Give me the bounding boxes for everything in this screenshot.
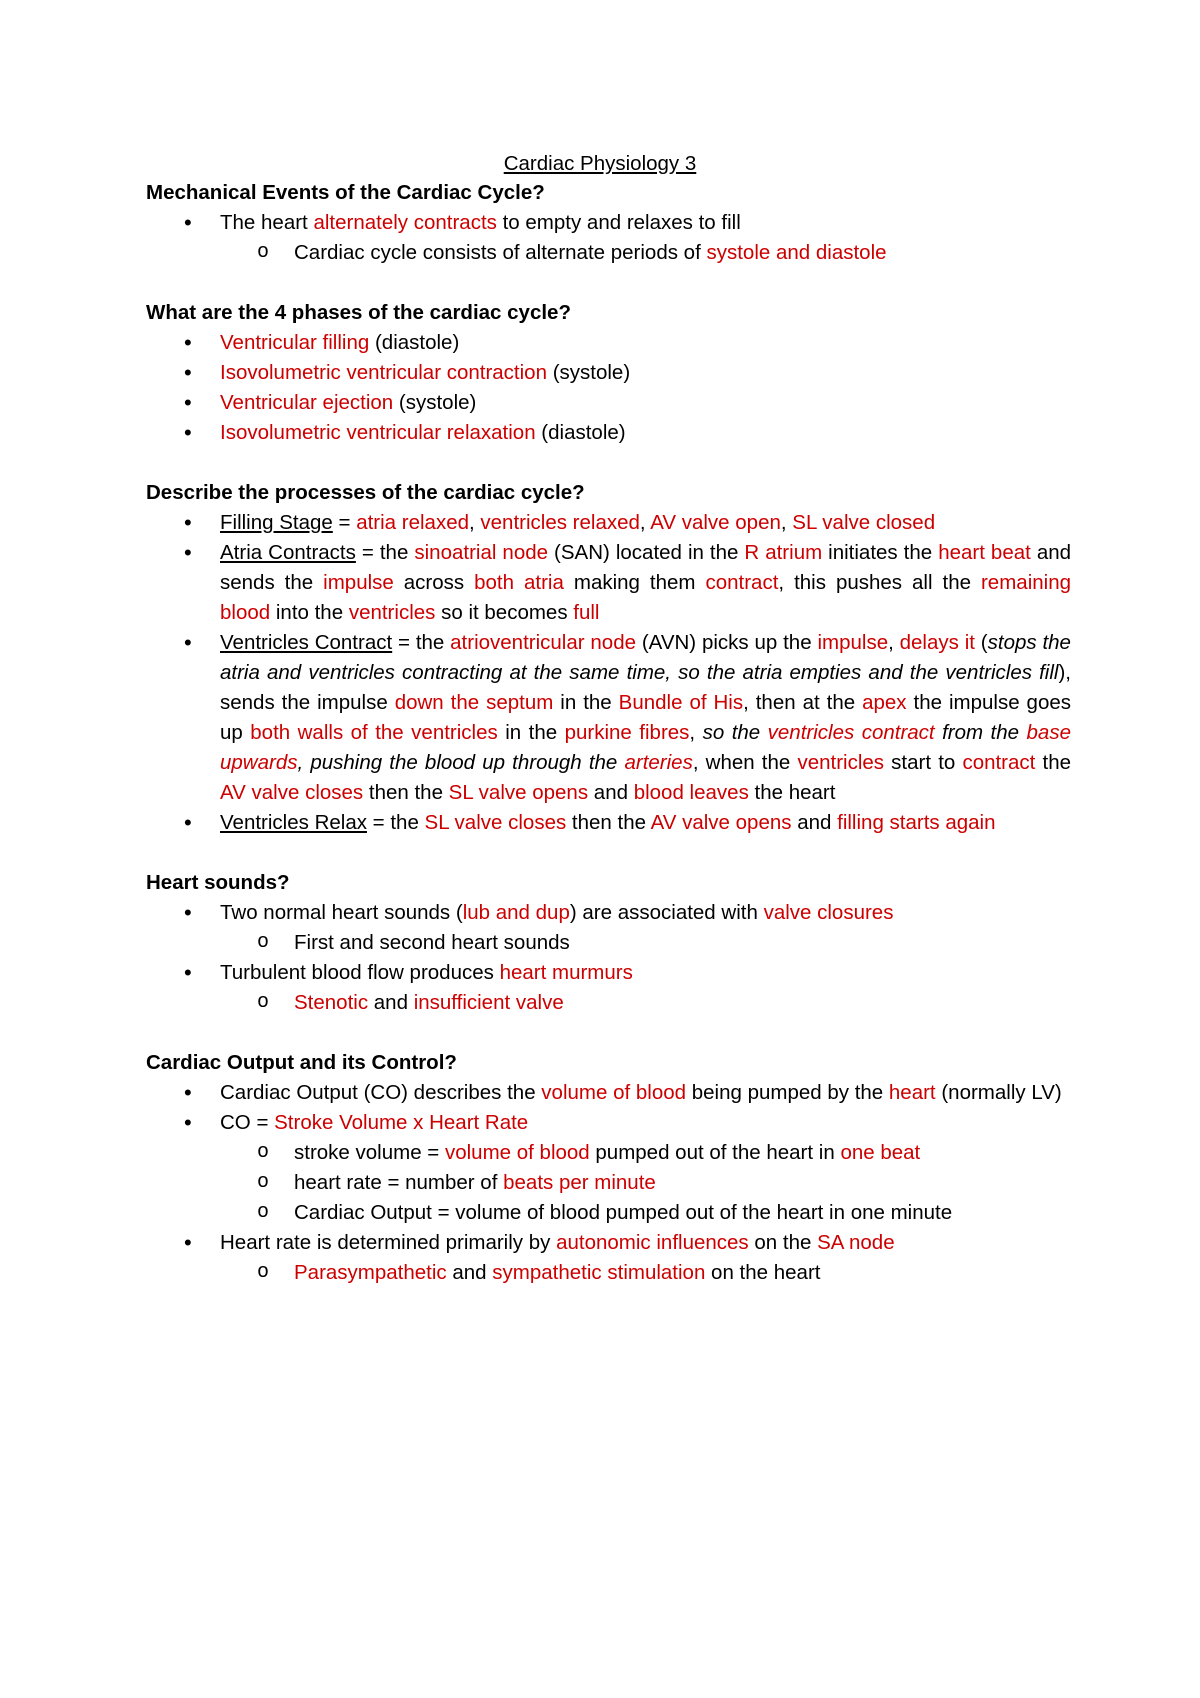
text-run: Turbulent blood flow produces bbox=[220, 961, 500, 984]
text-run: , this pushes all the bbox=[778, 571, 981, 594]
highlighted-text: SL valve closed bbox=[792, 511, 936, 534]
section-heading: Describe the processes of the cardiac cycle? bbox=[146, 481, 585, 504]
highlighted-text: full bbox=[573, 601, 600, 624]
bullet-item bbox=[146, 388, 1071, 418]
section-heading: What are the 4 phases of the cardiac cycle? bbox=[146, 301, 571, 324]
text-run: across bbox=[393, 571, 475, 594]
text-run: CO = bbox=[220, 1111, 275, 1134]
bullet-item bbox=[146, 628, 1071, 808]
bullet-item bbox=[146, 1078, 1071, 1108]
text-run: (AVN) picks up the bbox=[636, 631, 818, 654]
highlighted-text: apex bbox=[862, 691, 907, 714]
text-run: , bbox=[888, 631, 900, 654]
document-body bbox=[146, 178, 1071, 1288]
highlighted-text: sinoatrial node bbox=[414, 541, 549, 564]
highlighted-text: lub and dup bbox=[462, 901, 570, 924]
highlighted-text: volume of blood bbox=[444, 1141, 590, 1164]
highlighted-text: SL valve opens bbox=[448, 781, 589, 804]
sub-bullet-item bbox=[146, 238, 1071, 268]
text-run: then the bbox=[566, 811, 651, 834]
highlighted-text: atria relaxed bbox=[356, 511, 469, 534]
highlighted-text: remaining blood bbox=[220, 571, 1072, 624]
text-run: ) are associated with bbox=[569, 901, 764, 924]
highlighted-text: impulse bbox=[817, 631, 889, 654]
section-heading: Mechanical Events of the Cardiac Cycle? bbox=[146, 181, 545, 204]
highlighted-text: atrioventricular node bbox=[450, 631, 637, 654]
text-run: = the bbox=[366, 811, 425, 834]
text-run: , bbox=[639, 511, 651, 534]
text-run: in the bbox=[553, 691, 619, 714]
bullet-item bbox=[146, 1108, 1071, 1138]
bullet-item bbox=[146, 418, 1071, 448]
text-run: (normally LV) bbox=[935, 1081, 1062, 1104]
highlighted-text: insufficient valve bbox=[413, 991, 564, 1014]
highlighted-text: SL valve closes bbox=[424, 811, 567, 834]
underlined-term: Ventricles Relax bbox=[220, 811, 367, 834]
sub-bullet-item bbox=[146, 1168, 1071, 1198]
text-run: stops the atria and ventricles contracting at the same time, so the atria empties and the ventricles fill bbox=[220, 631, 1071, 684]
highlighted-text: one beat bbox=[840, 1141, 921, 1164]
highlighted-text: SA node bbox=[817, 1231, 895, 1254]
section-heading: Cardiac Output and its Control? bbox=[146, 1051, 457, 1074]
bullet-item bbox=[146, 958, 1071, 988]
section-spacer bbox=[146, 448, 1071, 478]
text-run: heart rate = number of bbox=[294, 1171, 504, 1194]
text-run: = bbox=[332, 511, 357, 534]
bullet-item bbox=[146, 538, 1071, 628]
text-run: and bbox=[791, 811, 838, 834]
highlighted-text: Bundle of His bbox=[618, 691, 744, 714]
highlighted-text: R atrium bbox=[744, 541, 823, 564]
text-run: on the heart bbox=[705, 1261, 821, 1284]
text-run: , pushing the blood up through the bbox=[297, 751, 625, 774]
text-run: to empty and relaxes to fill bbox=[496, 211, 741, 234]
text-run: and bbox=[446, 1261, 493, 1284]
highlighted-text: alternately contracts bbox=[313, 211, 497, 234]
highlighted-text: Parasympathetic bbox=[294, 1261, 447, 1284]
section-spacer bbox=[146, 1018, 1071, 1048]
sub-bullet-item bbox=[146, 1258, 1071, 1288]
text-run: (systole) bbox=[393, 391, 477, 414]
text-run: Two normal heart sounds ( bbox=[220, 901, 463, 924]
bullet-item bbox=[146, 1228, 1071, 1258]
highlighted-text: filling starts again bbox=[837, 811, 996, 834]
text-run: First and second heart sounds bbox=[294, 931, 570, 954]
text-run: and bbox=[588, 781, 634, 804]
highlighted-text: volume of blood bbox=[541, 1081, 687, 1104]
text-run: (diastole) bbox=[535, 421, 626, 444]
text-run: = the bbox=[392, 631, 451, 654]
text-run: , bbox=[469, 511, 481, 534]
text-run: ), sends the impulse bbox=[220, 661, 1071, 714]
bullet-item bbox=[146, 358, 1071, 388]
text-run: pumped out of the heart in bbox=[589, 1141, 841, 1164]
highlighted-text: heart beat bbox=[938, 541, 1031, 564]
page-title: Cardiac Physiology 3 bbox=[503, 152, 697, 175]
text-run: (systole) bbox=[547, 361, 631, 384]
section-heading: Heart sounds? bbox=[146, 871, 290, 894]
highlighted-text: valve closures bbox=[763, 901, 894, 924]
highlighted-text: systole and diastole bbox=[706, 241, 887, 264]
sub-bullet-item bbox=[146, 1198, 1071, 1228]
text-run: The heart bbox=[220, 211, 314, 234]
highlighted-text: Ventricular filling bbox=[220, 331, 370, 354]
text-run: (diastole) bbox=[369, 331, 460, 354]
bullet-item bbox=[146, 808, 1071, 838]
highlighted-text: purkine fibres bbox=[564, 721, 690, 744]
text-run: so it becomes bbox=[435, 601, 574, 624]
highlighted-text: ventricles bbox=[797, 751, 885, 774]
text-run: then the bbox=[363, 781, 449, 804]
text-run: ( bbox=[974, 631, 988, 654]
text-run: start to bbox=[884, 751, 963, 774]
highlighted-text: contract bbox=[962, 751, 1036, 774]
text-run: the impulse goes up bbox=[220, 691, 1072, 744]
text-run: Cardiac Output = volume of blood pumped out of the heart in one minute bbox=[294, 1201, 953, 1224]
bullet-item bbox=[146, 208, 1071, 238]
highlighted-text: AV valve closes bbox=[220, 781, 364, 804]
highlighted-text: ventricles relaxed bbox=[480, 511, 640, 534]
text-run: , bbox=[689, 721, 703, 744]
text-run: so the bbox=[702, 721, 768, 744]
highlighted-text: down the septum bbox=[394, 691, 554, 714]
highlighted-text: AV valve open bbox=[650, 511, 781, 534]
highlighted-text: Stroke Volume x Heart Rate bbox=[274, 1111, 529, 1134]
highlighted-text: delays it bbox=[899, 631, 975, 654]
highlighted-text: Ventricular ejection bbox=[220, 391, 394, 414]
highlighted-text: blood leaves bbox=[633, 781, 749, 804]
highlighted-text: both atria bbox=[474, 571, 564, 594]
highlighted-text: Stenotic bbox=[294, 991, 369, 1014]
text-run: stroke volume = bbox=[294, 1141, 445, 1164]
text-run: and sends the bbox=[220, 541, 1072, 594]
highlighted-text: arteries bbox=[624, 751, 693, 774]
highlighted-text: beats per minute bbox=[503, 1171, 656, 1194]
text-run: , then at the bbox=[743, 691, 863, 714]
sub-bullet-item bbox=[146, 988, 1071, 1018]
text-run: the bbox=[1035, 751, 1071, 774]
text-run: Cardiac Output (CO) describes the bbox=[220, 1081, 542, 1104]
highlighted-text: ventricles bbox=[348, 601, 436, 624]
text-run: (SAN) located in the bbox=[548, 541, 745, 564]
highlighted-text: contract bbox=[705, 571, 779, 594]
highlighted-text: both walls of the ventricles bbox=[250, 721, 498, 744]
underlined-term: Ventricles Contract bbox=[220, 631, 393, 654]
bullet-item bbox=[146, 898, 1071, 928]
section-spacer bbox=[146, 838, 1071, 868]
text-run: making them bbox=[563, 571, 706, 594]
highlighted-text: Isovolumetric ventricular contraction bbox=[220, 361, 547, 384]
text-run: into the bbox=[270, 601, 349, 624]
text-run: Cardiac cycle consists of alternate periods of bbox=[294, 241, 707, 264]
highlighted-text: ventricles contract bbox=[767, 721, 935, 744]
text-run: and bbox=[368, 991, 414, 1014]
text-run: Heart rate is determined primarily by bbox=[220, 1231, 557, 1254]
highlighted-text: Isovolumetric ventricular relaxation bbox=[220, 421, 536, 444]
text-run: from the bbox=[934, 721, 1027, 744]
highlighted-text: AV valve opens bbox=[650, 811, 792, 834]
text-run: = the bbox=[355, 541, 415, 564]
text-run: on the bbox=[748, 1231, 818, 1254]
underlined-term: Atria Contracts bbox=[220, 541, 356, 564]
text-run: initiates the bbox=[822, 541, 939, 564]
highlighted-text: sympathetic stimulation bbox=[492, 1261, 706, 1284]
text-run: , when the bbox=[692, 751, 798, 774]
highlighted-text: heart murmurs bbox=[499, 961, 633, 984]
bullet-item bbox=[146, 508, 1071, 538]
highlighted-text: impulse bbox=[323, 571, 394, 594]
text-run: being pumped by the bbox=[686, 1081, 889, 1104]
highlighted-text: base upwards bbox=[220, 721, 1071, 774]
sub-bullet-item bbox=[146, 928, 1071, 958]
highlighted-text: heart bbox=[888, 1081, 936, 1104]
text-run: the heart bbox=[748, 781, 836, 804]
sub-bullet-item bbox=[146, 1138, 1071, 1168]
highlighted-text: autonomic influences bbox=[556, 1231, 749, 1254]
underlined-term: Filling Stage bbox=[220, 511, 333, 534]
bullet-item bbox=[146, 328, 1071, 358]
text-run: , bbox=[780, 511, 793, 534]
text-run: in the bbox=[497, 721, 565, 744]
section-spacer bbox=[146, 268, 1071, 298]
